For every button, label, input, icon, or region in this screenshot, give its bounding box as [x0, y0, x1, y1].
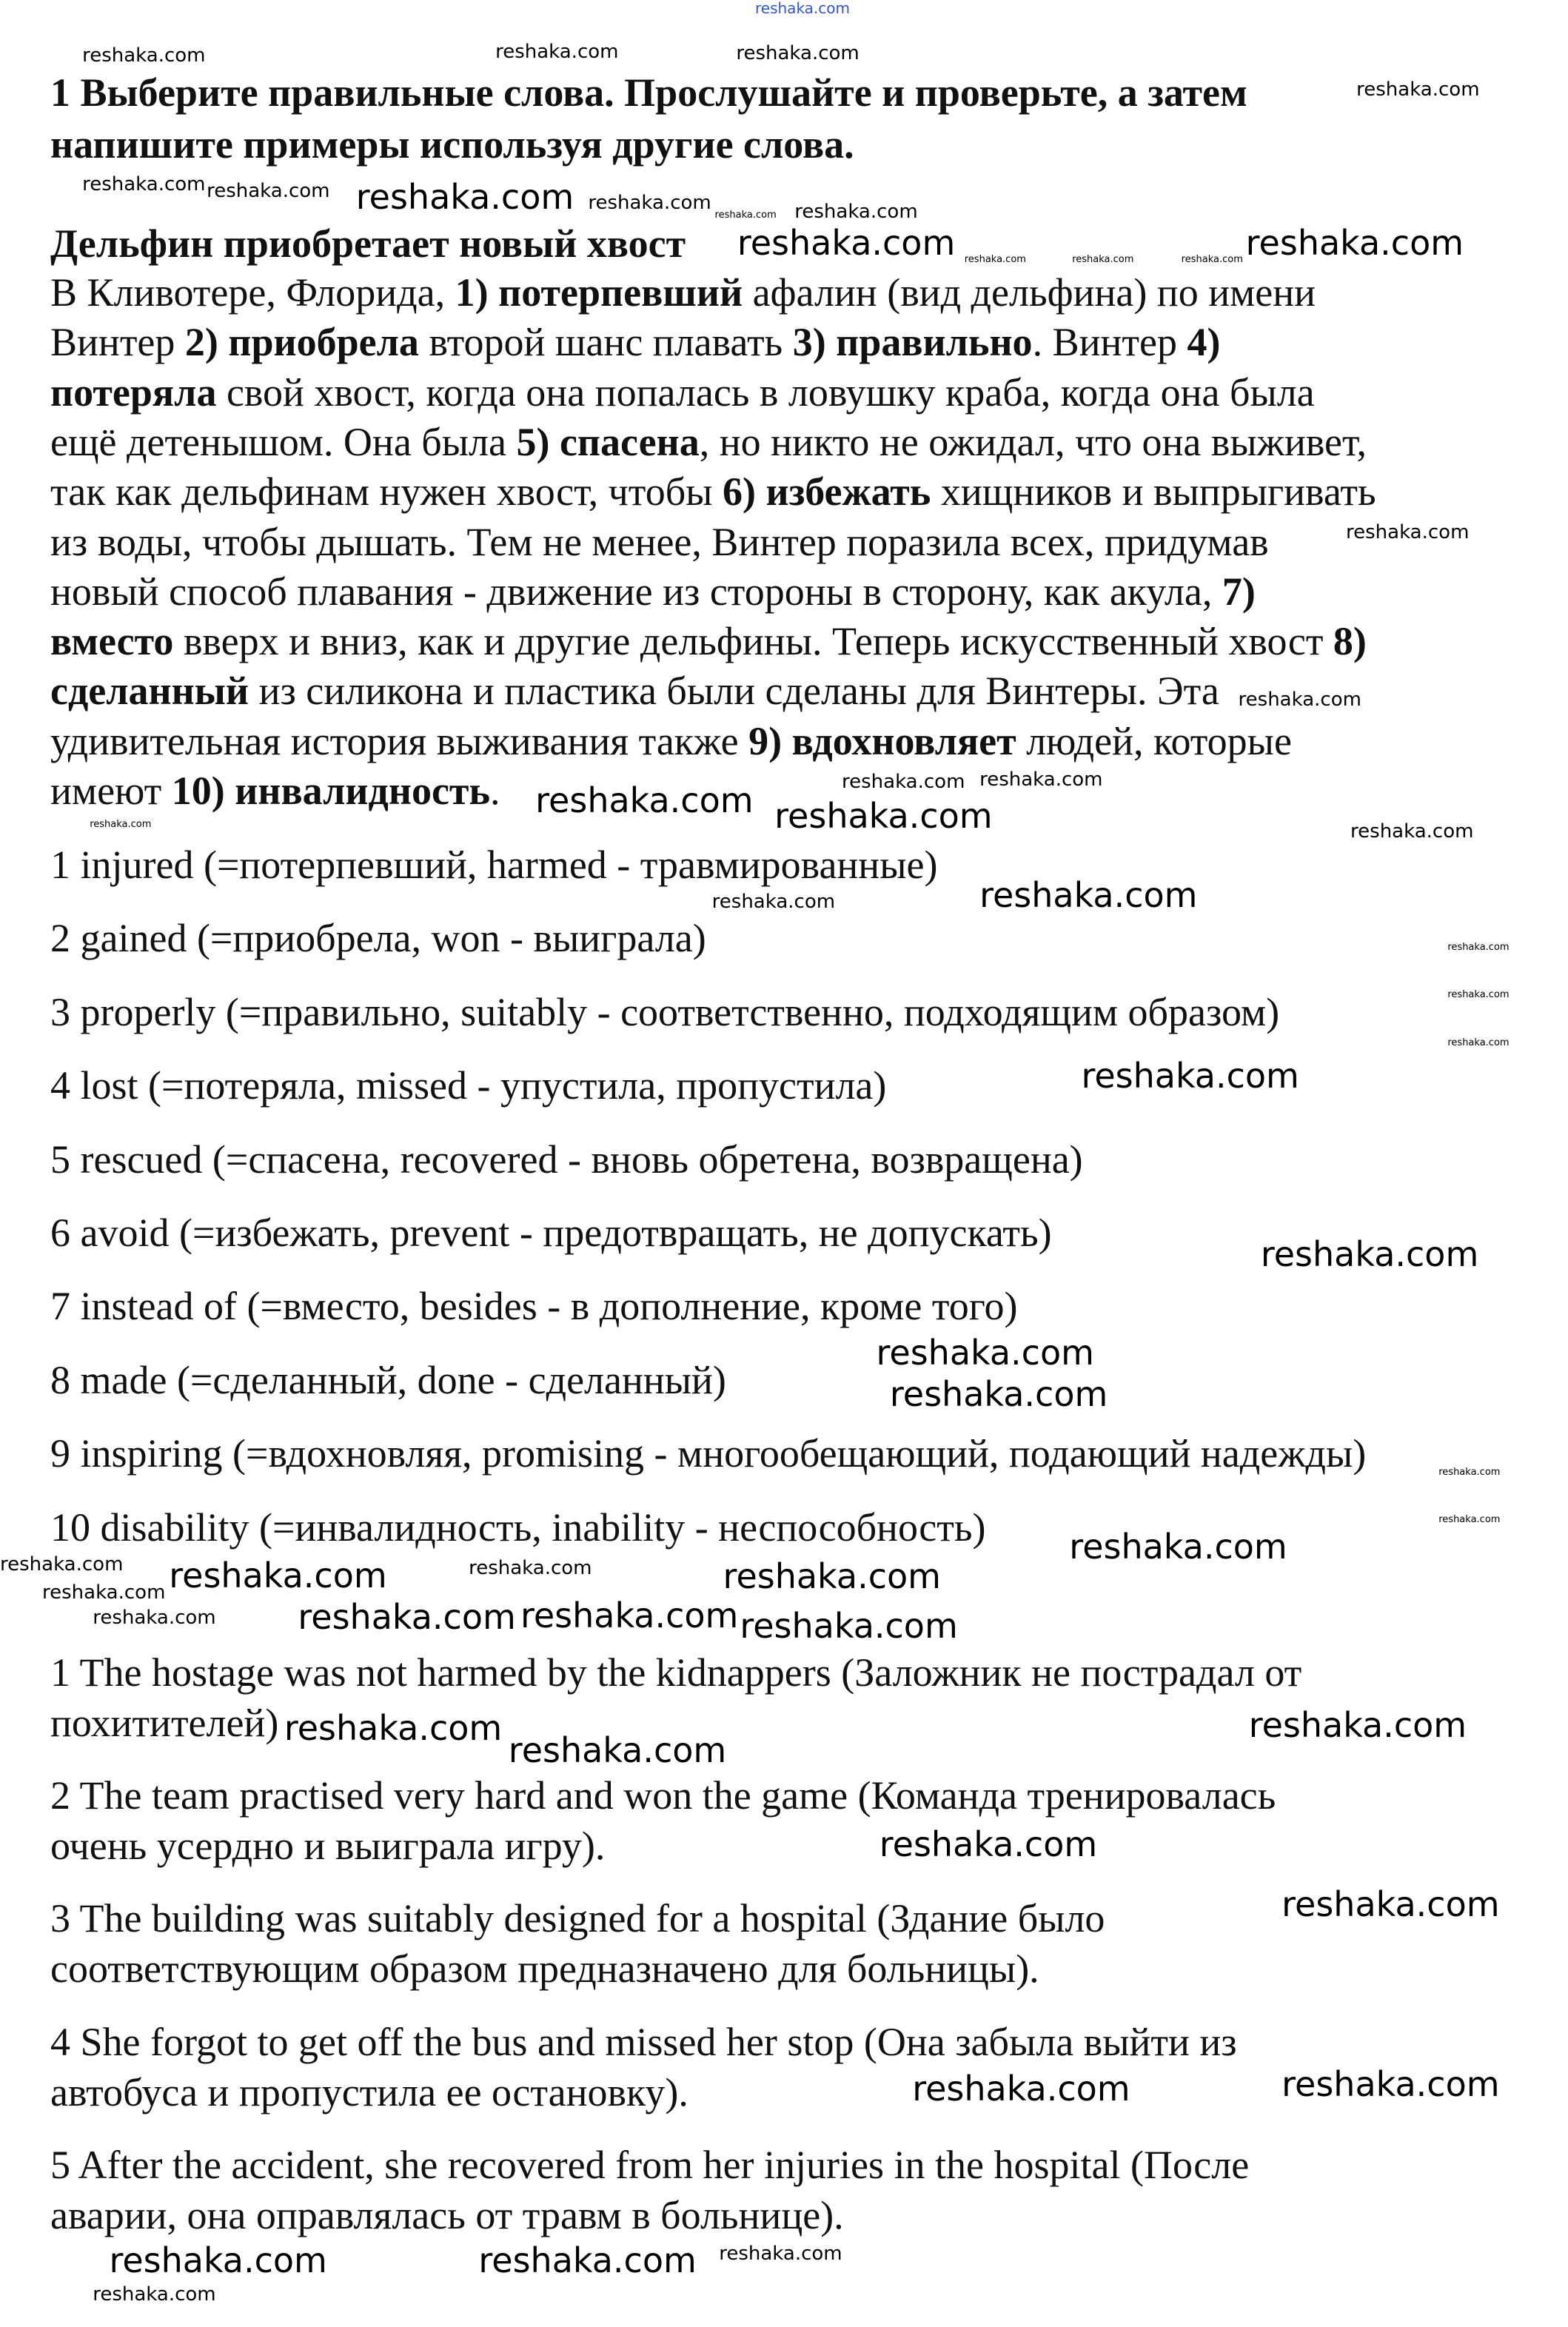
text-segment: имеют — [50, 769, 172, 813]
answer-item: 7 instead of (=вместо, besides - в дополнение, кроме того) — [50, 1284, 1018, 1329]
watermark: reshaka.com — [1447, 1037, 1510, 1048]
watermark: reshaka.com — [1447, 941, 1510, 953]
answer-word: 4) — [1187, 320, 1221, 365]
watermark: reshaka.com — [774, 795, 993, 836]
watermark: reshaka.com — [1260, 1233, 1479, 1274]
watermark: reshaka.com — [478, 2240, 697, 2281]
watermark: reshaka.com — [711, 891, 836, 914]
watermark: reshaka.com — [879, 1824, 1098, 1865]
watermark: reshaka.com — [355, 176, 574, 217]
text-segment: вверх и вниз, как и другие дельфины. Теперь искусственный хвост — [173, 619, 1333, 664]
text-segment: новый способ плавания - движение из стороны в сторону, как акула, — [50, 569, 1222, 614]
answer-item: 10 disability (=инвалидность, inability - неспособность) — [50, 1504, 986, 1550]
example-sentence-line: 3 The building was suitably designed for a hospital (Здание было — [50, 1896, 1105, 1941]
watermark: reshaka.com — [469, 1556, 592, 1579]
watermark: reshaka.com — [876, 1332, 1094, 1373]
answer-item: 4 lost (=потеряла, missed - упустила, пропустила) — [50, 1063, 887, 1108]
watermark: reshaka.com — [1072, 253, 1134, 265]
example-sentence-line: 2 The team practised very hard and won the game (Команда тренировалась — [50, 1773, 1276, 1818]
answer-word: потеряла — [50, 369, 217, 415]
paragraph-line — [50, 766, 500, 816]
watermark: reshaka.com — [535, 780, 754, 821]
answer-word: 9) вдохновляет — [748, 718, 1016, 763]
text-segment: из силикона и пластика были сделаны для Винтеры. Эта — [249, 669, 1219, 714]
watermark: reshaka.com — [1248, 1704, 1467, 1745]
text-segment: людей, которые — [1016, 718, 1292, 763]
paragraph-line — [50, 717, 1292, 766]
answer-item: 2 gained (=приобрела, won - выиграла) — [50, 916, 706, 961]
watermark: reshaka.com — [93, 1606, 216, 1629]
watermark: reshaka.com — [82, 44, 206, 67]
answer-word: 3) правильно — [792, 320, 1033, 365]
watermark: reshaka.com — [842, 771, 965, 794]
example-sentence-line: аварии, она оправлялась от травм в больнице). — [50, 2193, 844, 2237]
task-title-line-2: напишите примеры используя другие слова. — [50, 122, 854, 167]
watermark: reshaka.com — [1181, 253, 1243, 265]
watermark: reshaka.com — [1438, 1514, 1501, 1526]
text-segment: . Винтер — [1032, 320, 1187, 365]
paragraph-line — [50, 318, 1220, 367]
watermark: reshaka.com — [82, 173, 206, 196]
watermark: reshaka.com — [714, 209, 777, 221]
watermark: reshaka.com — [1245, 223, 1464, 264]
paragraph-line — [50, 666, 1219, 716]
watermark: reshaka.com — [42, 1581, 166, 1604]
example-sentence-line: очень усердно и выиграла игру). — [50, 1824, 606, 1868]
paragraph-line — [50, 268, 1316, 318]
watermark: reshaka.com — [1069, 1527, 1287, 1567]
watermark: reshaka.com — [508, 1730, 727, 1770]
watermark: reshaka.com — [912, 2068, 1130, 2109]
paragraph-line — [50, 567, 1256, 617]
watermark: reshaka.com — [794, 201, 918, 224]
watermark: reshaka.com — [1281, 1884, 1500, 1925]
answer-item: 1 injured (=потерпевший, harmed - травмированные) — [50, 843, 938, 887]
watermark: reshaka.com — [169, 1555, 387, 1596]
watermark: reshaka.com — [109, 2240, 327, 2281]
text-segment: . — [490, 769, 500, 813]
watermark: reshaka.com — [1356, 78, 1480, 101]
paragraph-line — [50, 467, 1376, 517]
watermark: reshaka.com — [736, 42, 860, 65]
watermark: reshaka.com — [284, 1707, 503, 1748]
text-segment: удивительная история выживания также — [50, 718, 749, 763]
answer-item: 9 inspiring (=вдохновляя, promising - многообещающий, подающий надежды) — [50, 1431, 1367, 1476]
watermark: reshaka.com — [737, 223, 956, 264]
answer-item: 3 properly (=правильно, suitably - соответственно, подходящим образом) — [50, 989, 1280, 1034]
watermark: reshaka.com — [979, 769, 1103, 791]
watermark: reshaka.com — [298, 1596, 516, 1637]
text-segment: второй шанс плавать — [418, 320, 793, 365]
answer-word: 10) инвалидность — [171, 769, 491, 813]
watermark: reshaka.com — [1081, 1056, 1299, 1096]
text-segment: свой хвост, когда она попалась в ловушку краба, когда она была — [216, 369, 1315, 415]
text-segment: так как дельфинам нужен хвост, чтобы — [50, 469, 723, 515]
answer-item: 8 made (=сделанный, done - сделанный) — [50, 1357, 726, 1402]
text-segment: хищников и выпрыгивать — [931, 469, 1376, 515]
watermark: reshaka.com — [90, 818, 152, 830]
text-segment: из воды, чтобы дышать. Тем не менее, Винтер поразила всех, придумав — [50, 519, 1269, 564]
example-sentence-line: соответствующим образом предназначено для больницы). — [50, 1946, 1039, 1991]
answer-word: вместо — [50, 619, 174, 664]
watermark: reshaka.com — [0, 1553, 124, 1576]
paragraph-line — [50, 518, 1269, 567]
task-title-line-1: 1 Выберите правильные слова. Прослушайте и проверьте, а затем — [50, 70, 1247, 115]
answer-word: 2) приобрела — [184, 320, 419, 365]
watermark: reshaka.com — [1346, 520, 1470, 543]
text-segment: Винтер — [50, 320, 185, 365]
paragraph-line — [50, 368, 1315, 418]
answer-word: 5) спасена — [516, 419, 700, 464]
watermark: reshaka.com — [723, 1556, 941, 1596]
text-segment: афалин (вид дельфина) по имени — [743, 270, 1316, 315]
watermark: reshaka.com — [1350, 820, 1474, 843]
watermark: reshaka.com — [889, 1374, 1108, 1415]
answer-word: сделанный — [50, 669, 249, 714]
answer-word: 8) — [1333, 619, 1367, 664]
watermark: reshaka.com — [93, 2283, 216, 2306]
answer-word: 1) потерпевший — [455, 270, 743, 315]
watermark: reshaka.com — [588, 192, 711, 215]
example-sentence-line: автобуса и пропустила ее остановку). — [50, 2070, 688, 2115]
example-sentence-line: похитителей) — [50, 1701, 279, 1745]
text-segment: В Кливотере, Флорида, — [50, 270, 455, 315]
watermark: reshaka.com — [964, 253, 1026, 265]
text-segment: , но никто не ожидал, что она выживет, — [699, 419, 1367, 464]
watermark: reshaka.com — [520, 1595, 739, 1635]
watermark: reshaka.com — [495, 41, 619, 64]
watermark: reshaka.com — [979, 874, 1198, 915]
watermark: reshaka.com — [1438, 1466, 1501, 1478]
answer-word: 7) — [1222, 569, 1256, 614]
example-sentence-line: 4 She forgot to get off the bus and missed her stop (Она забыла выйти из — [50, 2020, 1237, 2064]
answer-item: 6 avoid (=избежать, prevent - предотвращать, не допускать) — [50, 1211, 1052, 1255]
watermark: reshaka.com — [1447, 989, 1510, 1001]
watermark: reshaka.com — [1238, 689, 1361, 712]
example-sentence-line: 1 The hostage was not harmed by the kidnappers (Заложник не пострадал от — [50, 1650, 1302, 1695]
watermark: reshaka.com — [719, 2242, 842, 2265]
answer-item: 5 rescued (=спасена, recovered - вновь обретена, возвращена) — [50, 1136, 1083, 1182]
watermark: reshaka.com — [740, 1605, 958, 1646]
answer-word: 6) избежать — [722, 469, 931, 515]
text-segment: ещё детенышом. Она была — [50, 419, 517, 464]
watermark: reshaka.com — [1281, 2063, 1500, 2104]
paragraph-line — [50, 617, 1367, 666]
example-sentence-line: 5 After the accident, she recovered from her injuries in the hospital (После — [50, 2143, 1250, 2187]
top-watermark-link[interactable]: reshaka.com — [755, 0, 850, 17]
text-heading: Дельфин приобретает новый хвост — [50, 221, 686, 266]
paragraph-line — [50, 418, 1367, 467]
watermark: reshaka.com — [207, 180, 330, 203]
